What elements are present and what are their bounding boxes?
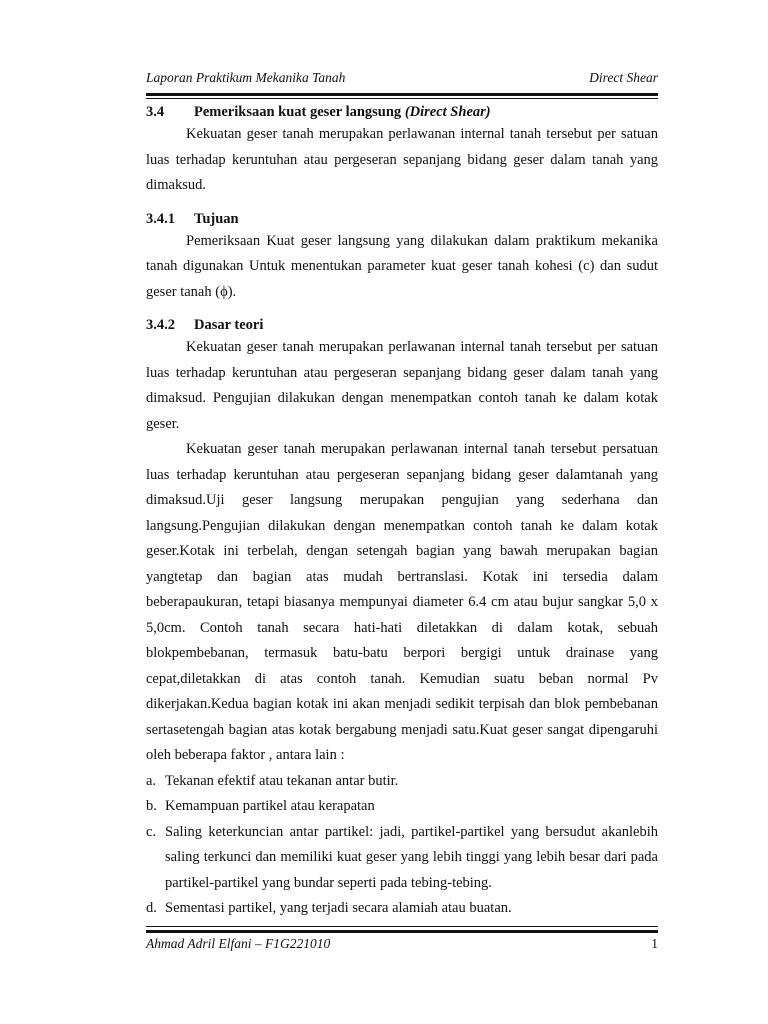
list-item-text: Kemampuan partikel atau kerapatan: [165, 798, 375, 814]
paragraph: Kekuatan geser tanah merupakan perlawanan internal tanah tersebut per satuan luas terhadap keruntuhan atau pergeseran sepanjang bidang geser dalam tanah yang dimaksud. Pengujian dilakukan dengan menempatkan contoh tanah ke dalam kotak geser.: [146, 339, 658, 432]
page-header: [146, 70, 658, 90]
section-number: 3.4.2: [146, 317, 175, 333]
section-heading-3-4: [146, 102, 658, 122]
list-item: [146, 794, 658, 820]
page-footer: [146, 936, 658, 956]
list-item: [146, 769, 658, 795]
section-title: Tujuan: [194, 210, 239, 227]
factor-list: [146, 769, 658, 922]
list-item-text: Tekanan efektif atau tekanan antar butir.: [165, 772, 399, 789]
header-title: Laporan Praktikum Mekanika Tanah: [146, 70, 346, 85]
list-marker: c.: [146, 823, 157, 840]
section-heading-3-4-1: [146, 209, 658, 229]
list-marker: b.: [146, 798, 157, 814]
section-title: Pemeriksaan kuat geser langsung (Direct Shear): [194, 104, 491, 120]
section-title-italic: (Direct Shear): [404, 104, 491, 120]
footer-author: Ahmad Adril Elfani – F1G221010: [146, 936, 331, 951]
list-item-text: Saling keterkuncian antar partikel: jadi, partikel-partikel yang bersudut akanlebih saling terkunci dan memiliki kuat geser yang lebih tinggi yang lebih besar dari pada partikel-partikel yang bundar seperti pada tebing-tebing.: [165, 823, 658, 891]
section-number: 3.4: [146, 104, 165, 120]
section-title: Dasar teori: [194, 317, 264, 333]
paragraph: Kekuatan geser tanah merupakan perlawanan internal tanah tersebut persatuan luas terhadap keruntuhan atau pergeseran sepanjang bidang geser dalamtanah yang dimaksud.Uji geser langsung merupakan pengujian yang sederhana dan langsung.Pengujian dilakukan dengan menempatkan contoh tanah ke dalam kotak geser.Kotak ini terbelah, dengan setengah bagian yang bawah merupakan bagian yangtetap dan bagian atas mudah bertranslasi. Kotak ini tersedia dalam beberapaukuran, tetapi biasanya mempunyai diameter 6.4 cm atau bujur sangkar 5,0 x 5,0cm. Contoh tanah secara hati-hati diletakkan di dalam kotak, sebuah blokpembebanan, termasuk batu-batu berpori bergigi untuk drainase yang cepat,diletakkan di atas contoh tanah. Kemudian suatu beban normal Pv dikerjakan.Kedua bagian kotak ini akan menjadi sedikit terpisah dan blok pembebanan sertasetengah bagian atas kotak bergabung menjadi satu.Kuat geser sangat dipengaruhi oleh beberapa faktor , antara lain :: [146, 441, 658, 763]
header-rule-thick: [146, 93, 658, 96]
footer-rule-thin: [146, 926, 658, 927]
document-body: [146, 102, 658, 922]
footer-rule-thick: [146, 930, 658, 933]
page-number: 1: [651, 936, 658, 951]
list-marker: a.: [146, 772, 157, 789]
paragraph: Kekuatan geser tanah merupakan perlawanan internal tanah tersebut per satuan luas terhadap keruntuhan atau pergeseran sepanjang bidang geser dalam tanah yang dimaksud.: [146, 126, 658, 193]
header-topic: Direct Shear: [589, 70, 658, 85]
section-number: 3.4.1: [146, 210, 175, 227]
paragraph: Pemeriksaan Kuat geser langsung yang dilakukan dalam praktikum mekanika tanah digunakan Untuk menentukan parameter kuat geser tanah kohesi (c) dan sudut geser tanah (ϕ).: [146, 232, 658, 300]
list-marker: d.: [146, 900, 157, 916]
list-item: [146, 820, 658, 897]
section-heading-3-4-2: [146, 315, 658, 335]
list-item: [146, 896, 658, 922]
list-item-text: Sementasi partikel, yang terjadi secara alamiah atau buatan.: [165, 900, 512, 916]
header-rule-thin: [146, 98, 658, 99]
